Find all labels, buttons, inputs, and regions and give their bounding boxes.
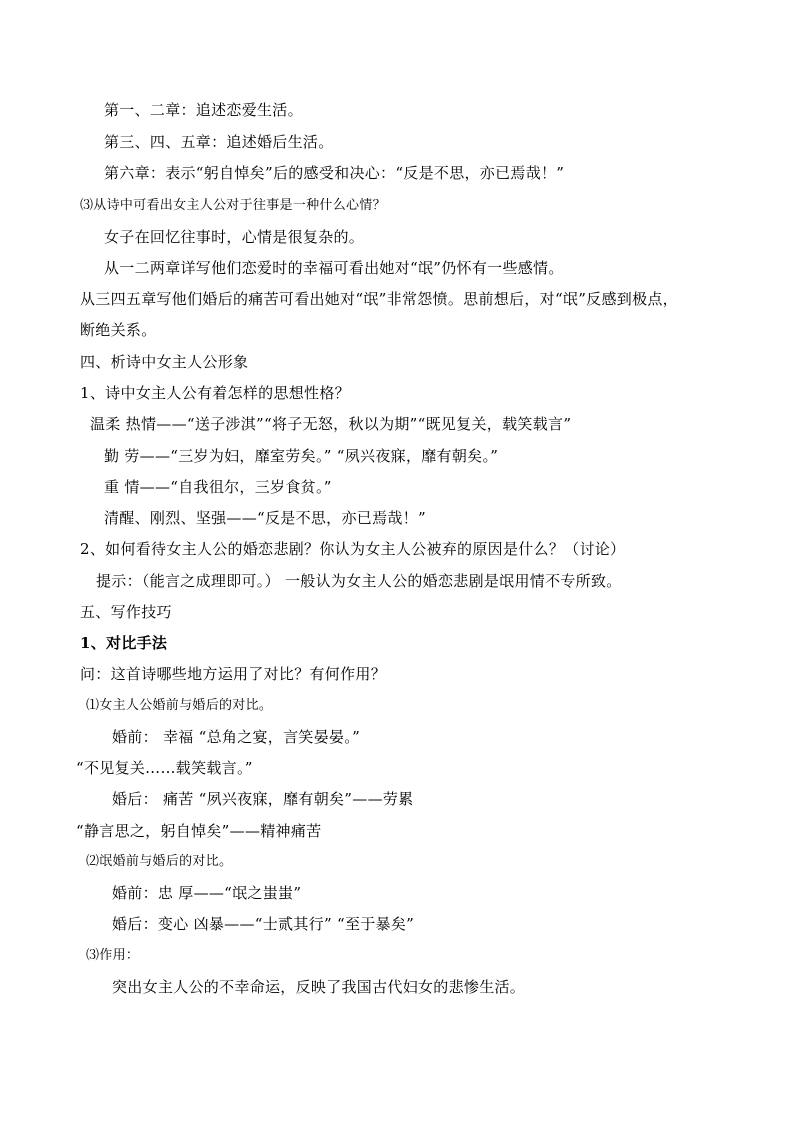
after-marriage-line: 婚后： 痛苦 “夙兴夜寐，靡有朝矣”——劳累 bbox=[112, 790, 414, 808]
trait-gentle-warm: 温柔 热情——“送子涉淇”“将子无怒，秋以为期”“既见复关，载笑载言” bbox=[90, 415, 572, 433]
text-line-love-happiness: 从一二两章详写他们恋爱时的幸福可看出她对“氓”仍怀有一些感情。 bbox=[104, 259, 564, 277]
question-contrast: 问：这首诗哪些地方运用了对比？有何作用？ bbox=[80, 665, 387, 683]
section-heading-4: 四、析诗中女主人公形象 bbox=[80, 353, 249, 371]
question-tragedy: 2、如何看待女主人公的婚恋悲剧？你认为女主人公被弃的原因是什么？（讨论） bbox=[80, 540, 626, 558]
trait-diligent: 勤 劳——“三岁为妇，靡室劳矣。” “夙兴夜寐，靡有朝矣。” bbox=[104, 447, 499, 465]
trait-resolute: 清醒、刚烈、坚强——“反是不思，亦已焉哉！” bbox=[104, 509, 426, 527]
text-line-break-off: 断绝关系。 bbox=[80, 321, 157, 339]
effect-line: 突出女主人公的不幸命运，反映了我国古代妇女的悲惨生活。 bbox=[112, 978, 526, 996]
trait-devoted: 重 情——“自我徂尔，三岁食贫。” bbox=[104, 478, 332, 496]
text-line-chapters-3-5: 第三、四、五章：追述婚后生活。 bbox=[104, 133, 334, 151]
before-marriage-quote: “不见复关……载笑载言。” bbox=[76, 759, 253, 777]
subheading-contrast: 1、对比手法 bbox=[80, 634, 168, 652]
hint-line: 提示：（能言之成理即可。） 一般认为女主人公的婚恋悲剧是氓用情不专所致。 bbox=[96, 572, 622, 590]
text-line-chapter-6: 第六章：表示“躬自悼矣”后的感受和决心：“反是不思，亦已焉哉！” bbox=[104, 164, 565, 182]
mang-before-line: 婚前：忠 厚——“氓之蚩蚩” bbox=[112, 884, 302, 902]
question-3: ⑶从诗中可看出女主人公对于往事是一种什么心情？ bbox=[80, 198, 386, 213]
after-marriage-quote: “静言思之，躬自悼矣”——精神痛苦 bbox=[76, 822, 322, 840]
mang-after-line: 婚后：变心 凶暴——“士贰其行” “至于暴矣” bbox=[112, 915, 415, 933]
contrast-item-3: ⑶作用： bbox=[86, 948, 140, 963]
contrast-item-1: ⑴女主人公婚前与婚后的对比。 bbox=[86, 698, 273, 713]
before-marriage-line: 婚前： 幸福 “总角之宴，言笑晏晏。” bbox=[112, 728, 361, 746]
text-line-chapters-1-2: 第一、二章：追述恋爱生活。 bbox=[104, 101, 303, 119]
question-character: 1、诗中女主人公有着怎样的思想性格？ bbox=[80, 384, 350, 402]
section-heading-5: 五、写作技巧 bbox=[80, 603, 172, 621]
contrast-item-2: ⑵氓婚前与婚后的对比。 bbox=[86, 854, 233, 869]
text-line-mood: 女子在回忆往事时，心情是很复杂的。 bbox=[104, 228, 365, 246]
text-line-marriage-pain: 从三四五章写他们婚后的痛苦可看出她对“氓”非常怨愤。思前想后，对“氓”反感到极点， bbox=[80, 290, 678, 308]
